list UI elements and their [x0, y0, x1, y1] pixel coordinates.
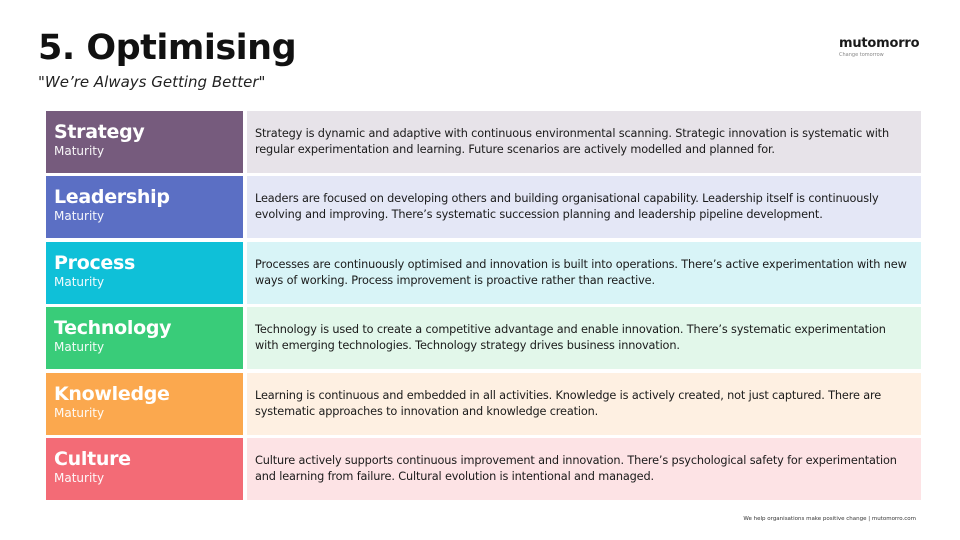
maturity-row-process [46, 242, 921, 304]
row-description: Processes are continuously optimised and innovation is built into operations. There’s active experimentation with new ways of working. Process improvement is proactive rather than reactive. [247, 242, 921, 304]
maturity-row-culture [46, 438, 921, 500]
row-sub: Maturity [54, 470, 105, 485]
row-sub: Maturity [54, 274, 105, 289]
row-description: Technology is used to create a competitive advantage and enable innovation. There’s systematic experimentation with emerging technologies. Technology strategy drives business innovation. [247, 307, 921, 369]
row-name: Process [54, 251, 136, 274]
row-name: Technology [54, 317, 172, 340]
row-sub: Maturity [54, 340, 105, 355]
maturity-row-strategy [46, 111, 921, 173]
page-subtitle: "We’re Always Getting Better" [38, 73, 266, 91]
row-sub: Maturity [54, 144, 105, 158]
row-description: Leaders are focused on developing others and building organisational capability. Leadership itself is continuously evolving and improving. There’s systematic succession planning and leadership pipeline development. [247, 176, 921, 238]
row-label [46, 242, 243, 304]
maturity-row-technology [46, 307, 921, 369]
brand-name: mutomorro [839, 36, 920, 51]
row-description: Learning is continuous and embedded in all activities. Knowledge is actively created, not just captured. There are systematic approaches to innovation and knowledge creation. [247, 373, 921, 435]
page-title: 5. Optimising [38, 28, 297, 68]
row-name: Knowledge [54, 382, 170, 405]
maturity-table [46, 111, 921, 503]
row-description: Culture actively supports continuous improvement and innovation. There’s psychological safety for experimentation and learning from failure. Cultural evolution is intentional and managed. [247, 438, 921, 500]
row-label [46, 438, 243, 500]
row-description: Strategy is dynamic and adaptive with continuous environmental scanning. Strategic innovation is systematic with regular experimentation and learning. Future scenarios are actively modelled and planned for. [247, 111, 921, 173]
footer-text: We help organisations make positive change | mutomorro.com [743, 516, 916, 522]
row-name: Culture [54, 447, 131, 470]
row-label [46, 373, 243, 435]
row-label [46, 176, 243, 238]
row-name: Leadership [54, 186, 170, 209]
brand-tagline: Change tomorrow [839, 52, 884, 58]
row-label [46, 111, 243, 173]
maturity-row-leadership [46, 176, 921, 238]
brand-logo [839, 36, 920, 58]
row-sub: Maturity [54, 209, 105, 224]
maturity-row-knowledge [46, 373, 921, 435]
row-label [46, 307, 243, 369]
row-sub: Maturity [54, 405, 105, 420]
row-name: Strategy [54, 121, 145, 143]
